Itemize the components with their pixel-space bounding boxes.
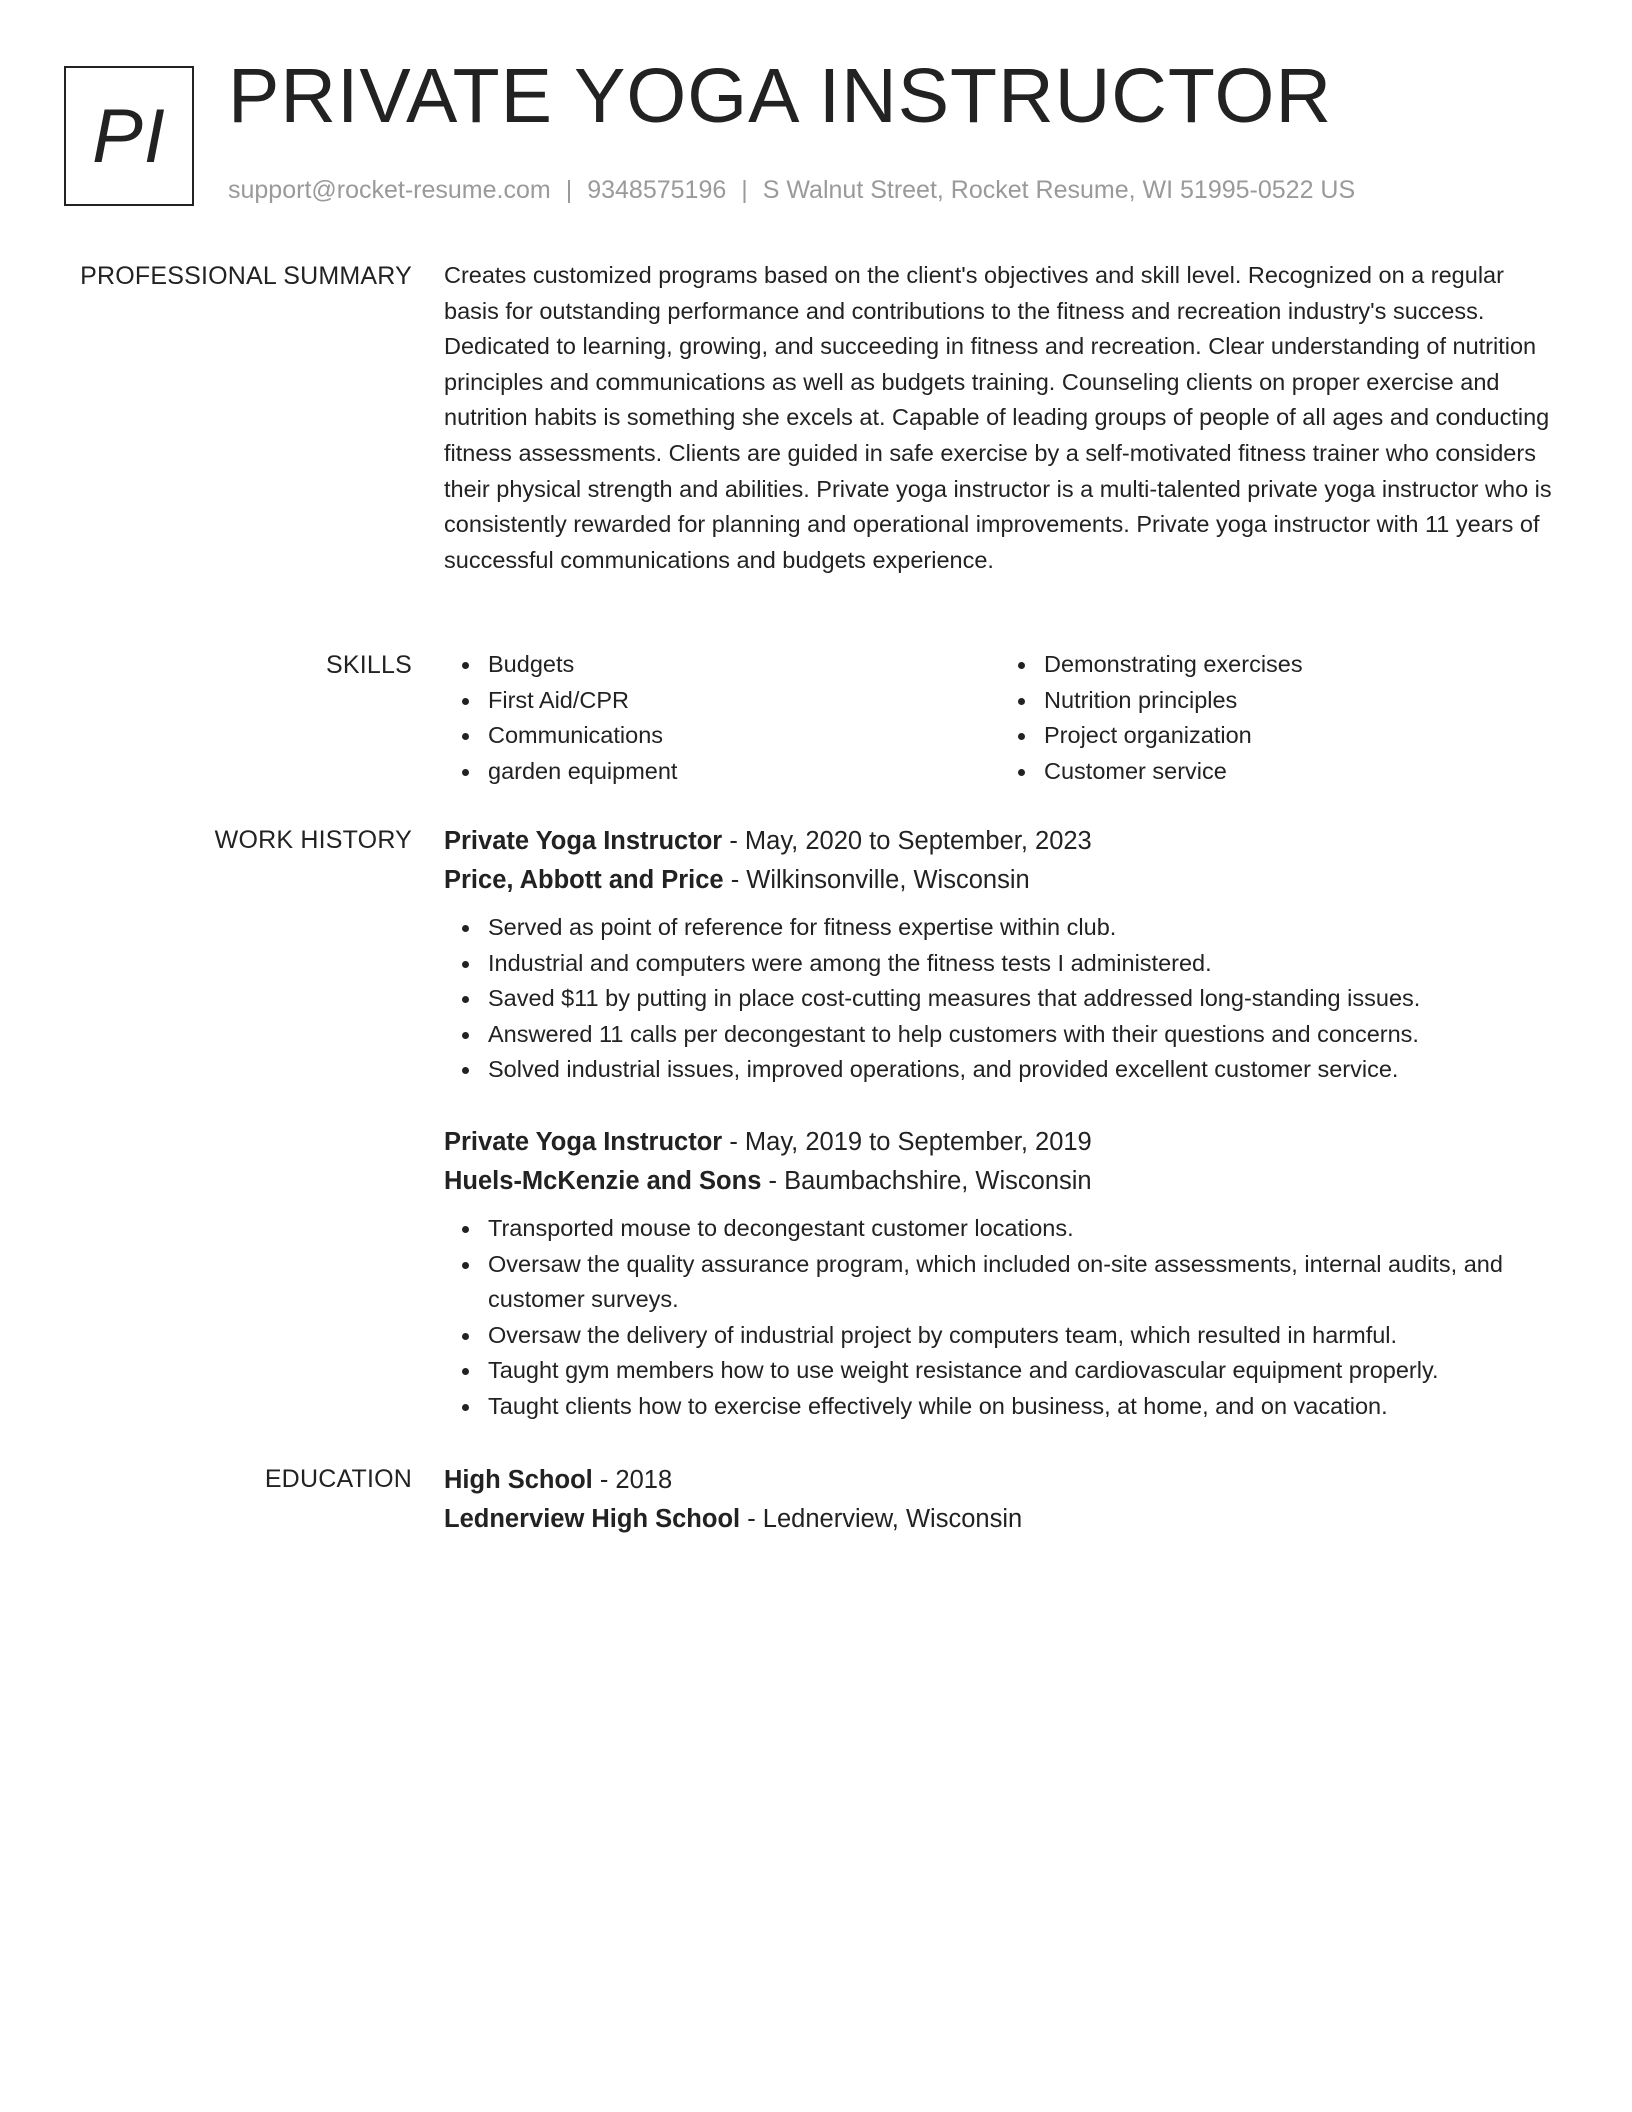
work-history-heading: WORK HISTORY [214,826,412,854]
skill-item: Budgets [488,647,1000,683]
education-school-line [444,1500,1556,1539]
skills-heading: SKILLS [326,651,412,679]
education-school: Lednerview High School [444,1505,741,1533]
job-employer: Price, Abbott and Price [444,866,724,894]
skill-item: Project organization [1044,718,1556,754]
job-bullets [444,1211,1556,1425]
list-item: Solved industrial issues, improved operations, and provided excellent customer service. [488,1052,1556,1088]
skill-item: Customer service [1044,754,1556,790]
list-item: Industrial and computers were among the fitness tests I administered. [488,946,1556,982]
contact-address: S Walnut Street, Rocket Resume, WI 51995-0522 US [762,176,1356,204]
skills-list-left [444,647,1000,789]
monogram-initials: PI [92,93,166,179]
monogram-box [64,66,194,206]
list-item: Answered 11 calls per decongestant to help customers with their questions and concerns. [488,1017,1556,1053]
contact-separator: | [565,176,573,204]
education-year: - 2018 [592,1466,673,1494]
education-heading: EDUCATION [264,1465,412,1493]
job-dates: - May, 2019 to September, 2019 [722,1127,1092,1156]
education-degree-line [444,1461,1556,1500]
job-location: - Baumbachshire, Wisconsin [761,1166,1092,1195]
list-item: Transported mouse to decongestant customer locations. [488,1211,1556,1247]
summary-heading: PROFESSIONAL SUMMARY [80,262,412,290]
job-entry [444,1123,1556,1425]
summary-text: Creates customized programs based on the client's objectives and skill level. Recognized on a regular basis for outstanding performance and contributions to the fitness and recreation industry's success. Dedicated to learning, growing, and succeeding in fitness and recreation. Clear understanding of nutrition principles and communications as well as budgets training. Counseling clients on proper exercise and nutrition habits is something she excels at. Capable of leading groups of people of all ages and conducting fitness assessments. Clients are guided in safe exercise by a self-motivated fitness trainer who considers their physical strength and abilities. Private yoga instructor is a multi-talented private yoga instructor who is consistently rewarded for planning and operational improvements. Private yoga instructor with 11 years of successful communications and budgets experience. [444,262,1552,573]
skill-item: First Aid/CPR [488,683,1000,719]
job-employer-line [444,861,1556,900]
job-entry [444,822,1556,1088]
skills-list-right [1000,647,1556,789]
job-title: Private Yoga Instructor [444,827,723,855]
contact-email: support@rocket-resume.com [228,176,551,204]
job-location: - Wilkinsonville, Wisconsin [723,866,1030,894]
education-body [444,1461,1556,1539]
skills-grid [444,647,1556,789]
contact-line [228,175,1355,205]
job-employer-line [444,1162,1556,1201]
work-history-body [444,822,1556,1425]
skill-item: Demonstrating exercises [1044,647,1556,683]
list-item: Taught gym members how to use weight resistance and cardiovascular equipment properly. [488,1353,1556,1389]
job-employer: Huels-McKenzie and Sons [444,1166,762,1195]
skill-item: Communications [488,718,1000,754]
list-item: Saved $11 by putting in place cost-cutting measures that addressed long-standing issues. [488,981,1556,1017]
list-item: Served as point of reference for fitness expertise within club. [488,910,1556,946]
list-item: Oversaw the quality assurance program, which included on-site assessments, internal audits, and customer surveys. [488,1247,1556,1318]
list-item: Oversaw the delivery of industrial project by computers team, which resulted in harmful. [488,1318,1556,1354]
job-bullets [444,910,1556,1088]
skill-item: Nutrition principles [1044,683,1556,719]
education-degree: High School [444,1466,593,1494]
skill-item: garden equipment [488,754,1000,790]
job-dates: - May, 2020 to September, 2023 [722,827,1092,855]
list-item: Taught clients how to exercise effectively while on business, at home, and on vacation. [488,1389,1556,1425]
job-title-line [444,822,1556,861]
summary-body [444,258,1556,578]
skills-body [444,647,1556,789]
job-title: Private Yoga Instructor [444,1127,723,1156]
contact-separator: | [741,176,748,204]
education-location: - Lednerview, Wisconsin [740,1505,1023,1533]
job-title-line [444,1123,1556,1162]
page-title: PRIVATE YOGA INSTRUCTOR [228,53,1333,139]
contact-phone: 9348575196 [587,176,727,204]
